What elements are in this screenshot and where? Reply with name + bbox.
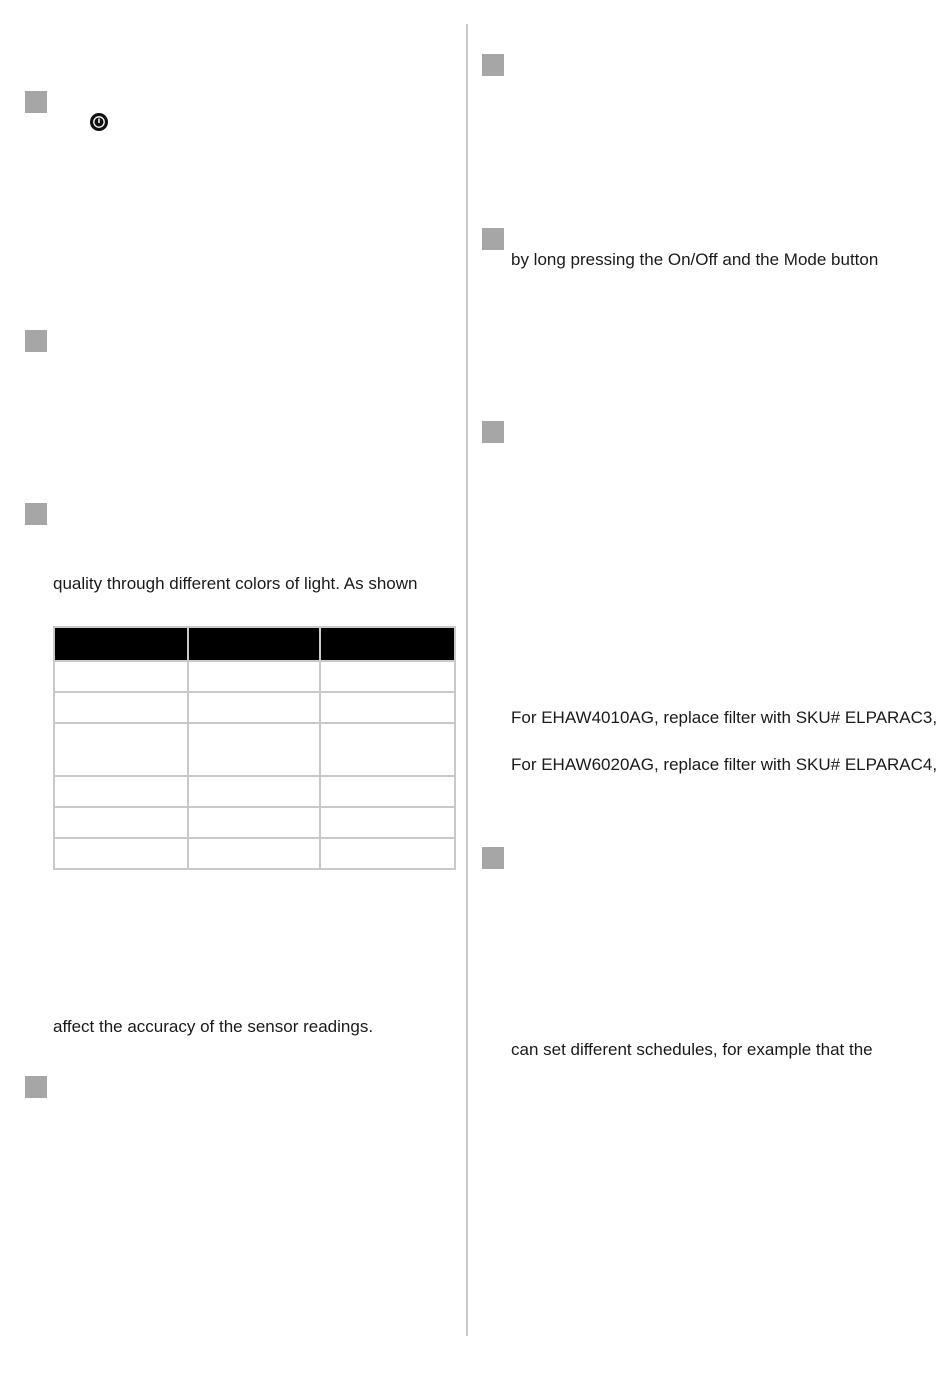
section-marker	[482, 421, 504, 443]
table-row	[54, 692, 455, 723]
air-quality-table	[53, 626, 456, 870]
section-marker	[482, 54, 504, 76]
table-row	[54, 661, 455, 692]
section-marker	[25, 330, 47, 352]
table-cell	[54, 661, 188, 692]
column-divider	[466, 24, 468, 1336]
section-marker	[25, 1076, 47, 1098]
table-cell	[320, 776, 455, 807]
table-header-cell	[188, 627, 320, 661]
table-header-cell	[320, 627, 455, 661]
table-cell	[320, 661, 455, 692]
table-cell	[54, 692, 188, 723]
table-cell	[188, 723, 320, 775]
table-cell	[54, 776, 188, 807]
section-text-reset: by long pressing the On/Off and the Mode button	[511, 250, 879, 269]
section-marker	[482, 847, 504, 869]
table-cell	[188, 807, 320, 838]
table-cell	[188, 838, 320, 869]
section-text-air-quality: quality through different colors of light. As shown	[53, 574, 418, 593]
table-row	[54, 807, 455, 838]
table-cell	[54, 807, 188, 838]
table-cell	[54, 723, 188, 775]
table-cell	[188, 776, 320, 807]
section-text-schedule: can set different schedules, for example that the	[511, 1040, 873, 1059]
table-header-cell	[54, 627, 188, 661]
table-cell	[320, 692, 455, 723]
section-marker	[482, 228, 504, 250]
table-row	[54, 776, 455, 807]
table-row	[54, 838, 455, 869]
table-row	[54, 723, 455, 775]
power-button-icon	[90, 113, 108, 131]
table-cell	[54, 838, 188, 869]
table-cell	[320, 723, 455, 775]
section-text-sensor-accuracy: affect the accuracy of the sensor readings.	[53, 1017, 374, 1036]
section-text-filter-ehaw6020ag: For EHAW6020AG, replace filter with SKU# ELPARAC4,	[511, 755, 938, 774]
table-cell	[188, 692, 320, 723]
section-marker	[25, 503, 47, 525]
table-cell	[188, 661, 320, 692]
section-marker	[25, 91, 47, 113]
table-cell	[320, 807, 455, 838]
section-text-filter-ehaw4010ag: For EHAW4010AG, replace filter with SKU# ELPARAC3,	[511, 708, 938, 727]
table-cell	[320, 838, 455, 869]
